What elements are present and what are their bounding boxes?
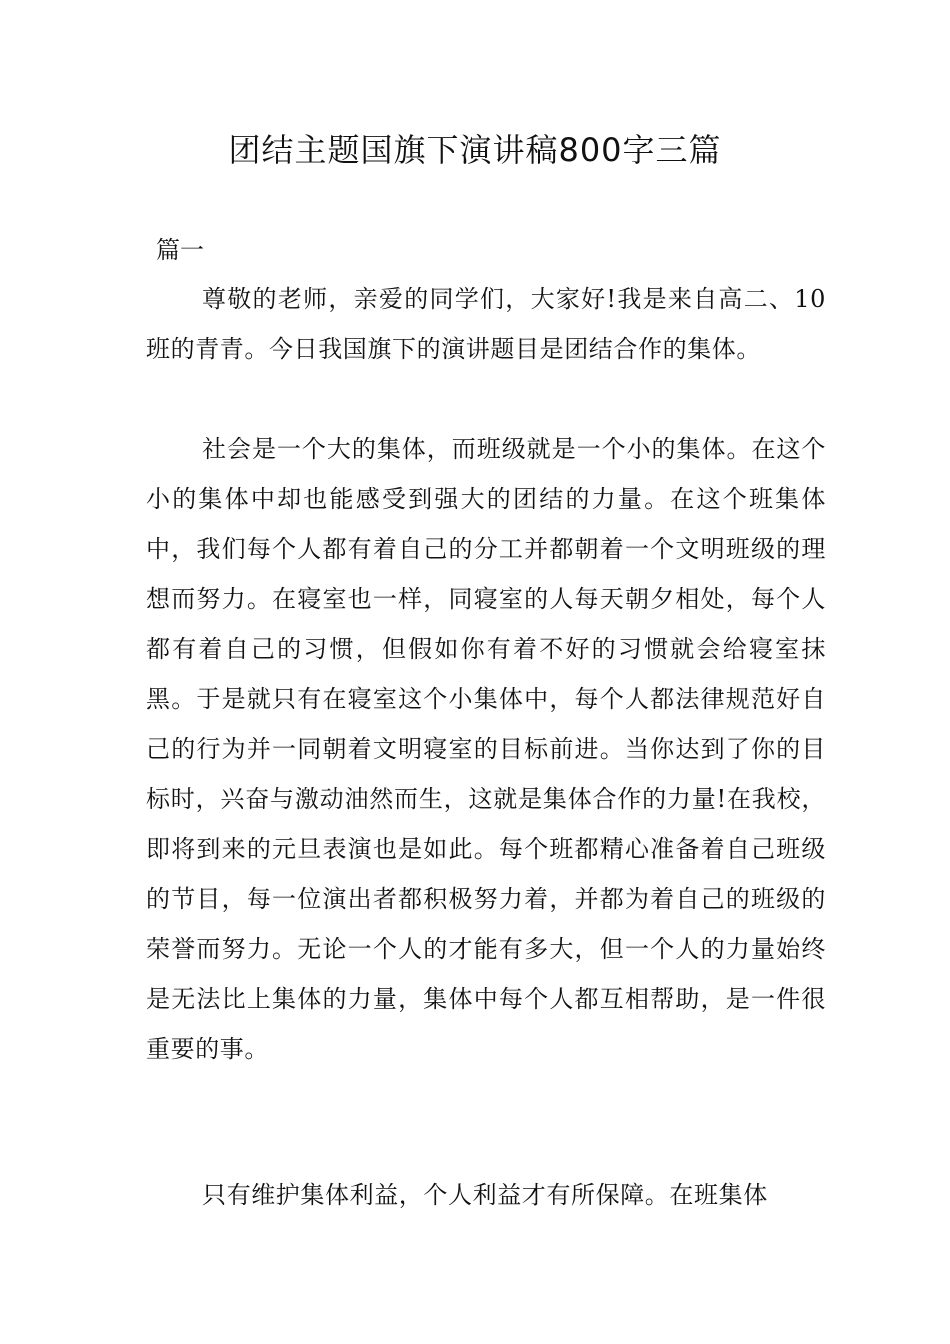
- document-title: 团结主题国旗下演讲稿800字三篇: [228, 131, 722, 169]
- paragraph-greeting: 尊敬的老师，亲爱的同学们，大家好!我是来自高二、10班的青青。今日我国旗下的演讲题目是团结合作的集体。: [146, 285, 826, 363]
- section-label: 篇一: [156, 236, 204, 264]
- paragraph-interest: 只有维护集体利益，个人利益才有所保障。在班集体: [202, 1181, 768, 1209]
- paragraph-collective: 社会是一个大的集体，而班级就是一个小的集体。在这个小的集体中却也能感受到强大的团结的力量。在这个班集体中，我们每个人都有着自己的分工并都朝着一个文明班级的理想而努力。在寝室也一样，同寝室的人每天朝夕相处，每个人都有着自己的习惯，但假如你有着不好的习惯就会给寝室抹黑。于是就只有在寝室这个小集体中，每个人都法律规范好自己的行为并一同朝着文明寝室的目标前进。当你达到了你的目标时，兴奋与激动油然而生，这就是集体合作的力量!在我校，即将到来的元旦表演也是如此。每个班都精心准备着自己班级的节目，每一位演出者都积极努力着，并都为着自己的班级的荣誉而努力。无论一个人的才能有多大，但一个人的力量始终是无法比上集体的力量，集体中每个人都互相帮助，是一件很重要的事。: [146, 435, 826, 1063]
